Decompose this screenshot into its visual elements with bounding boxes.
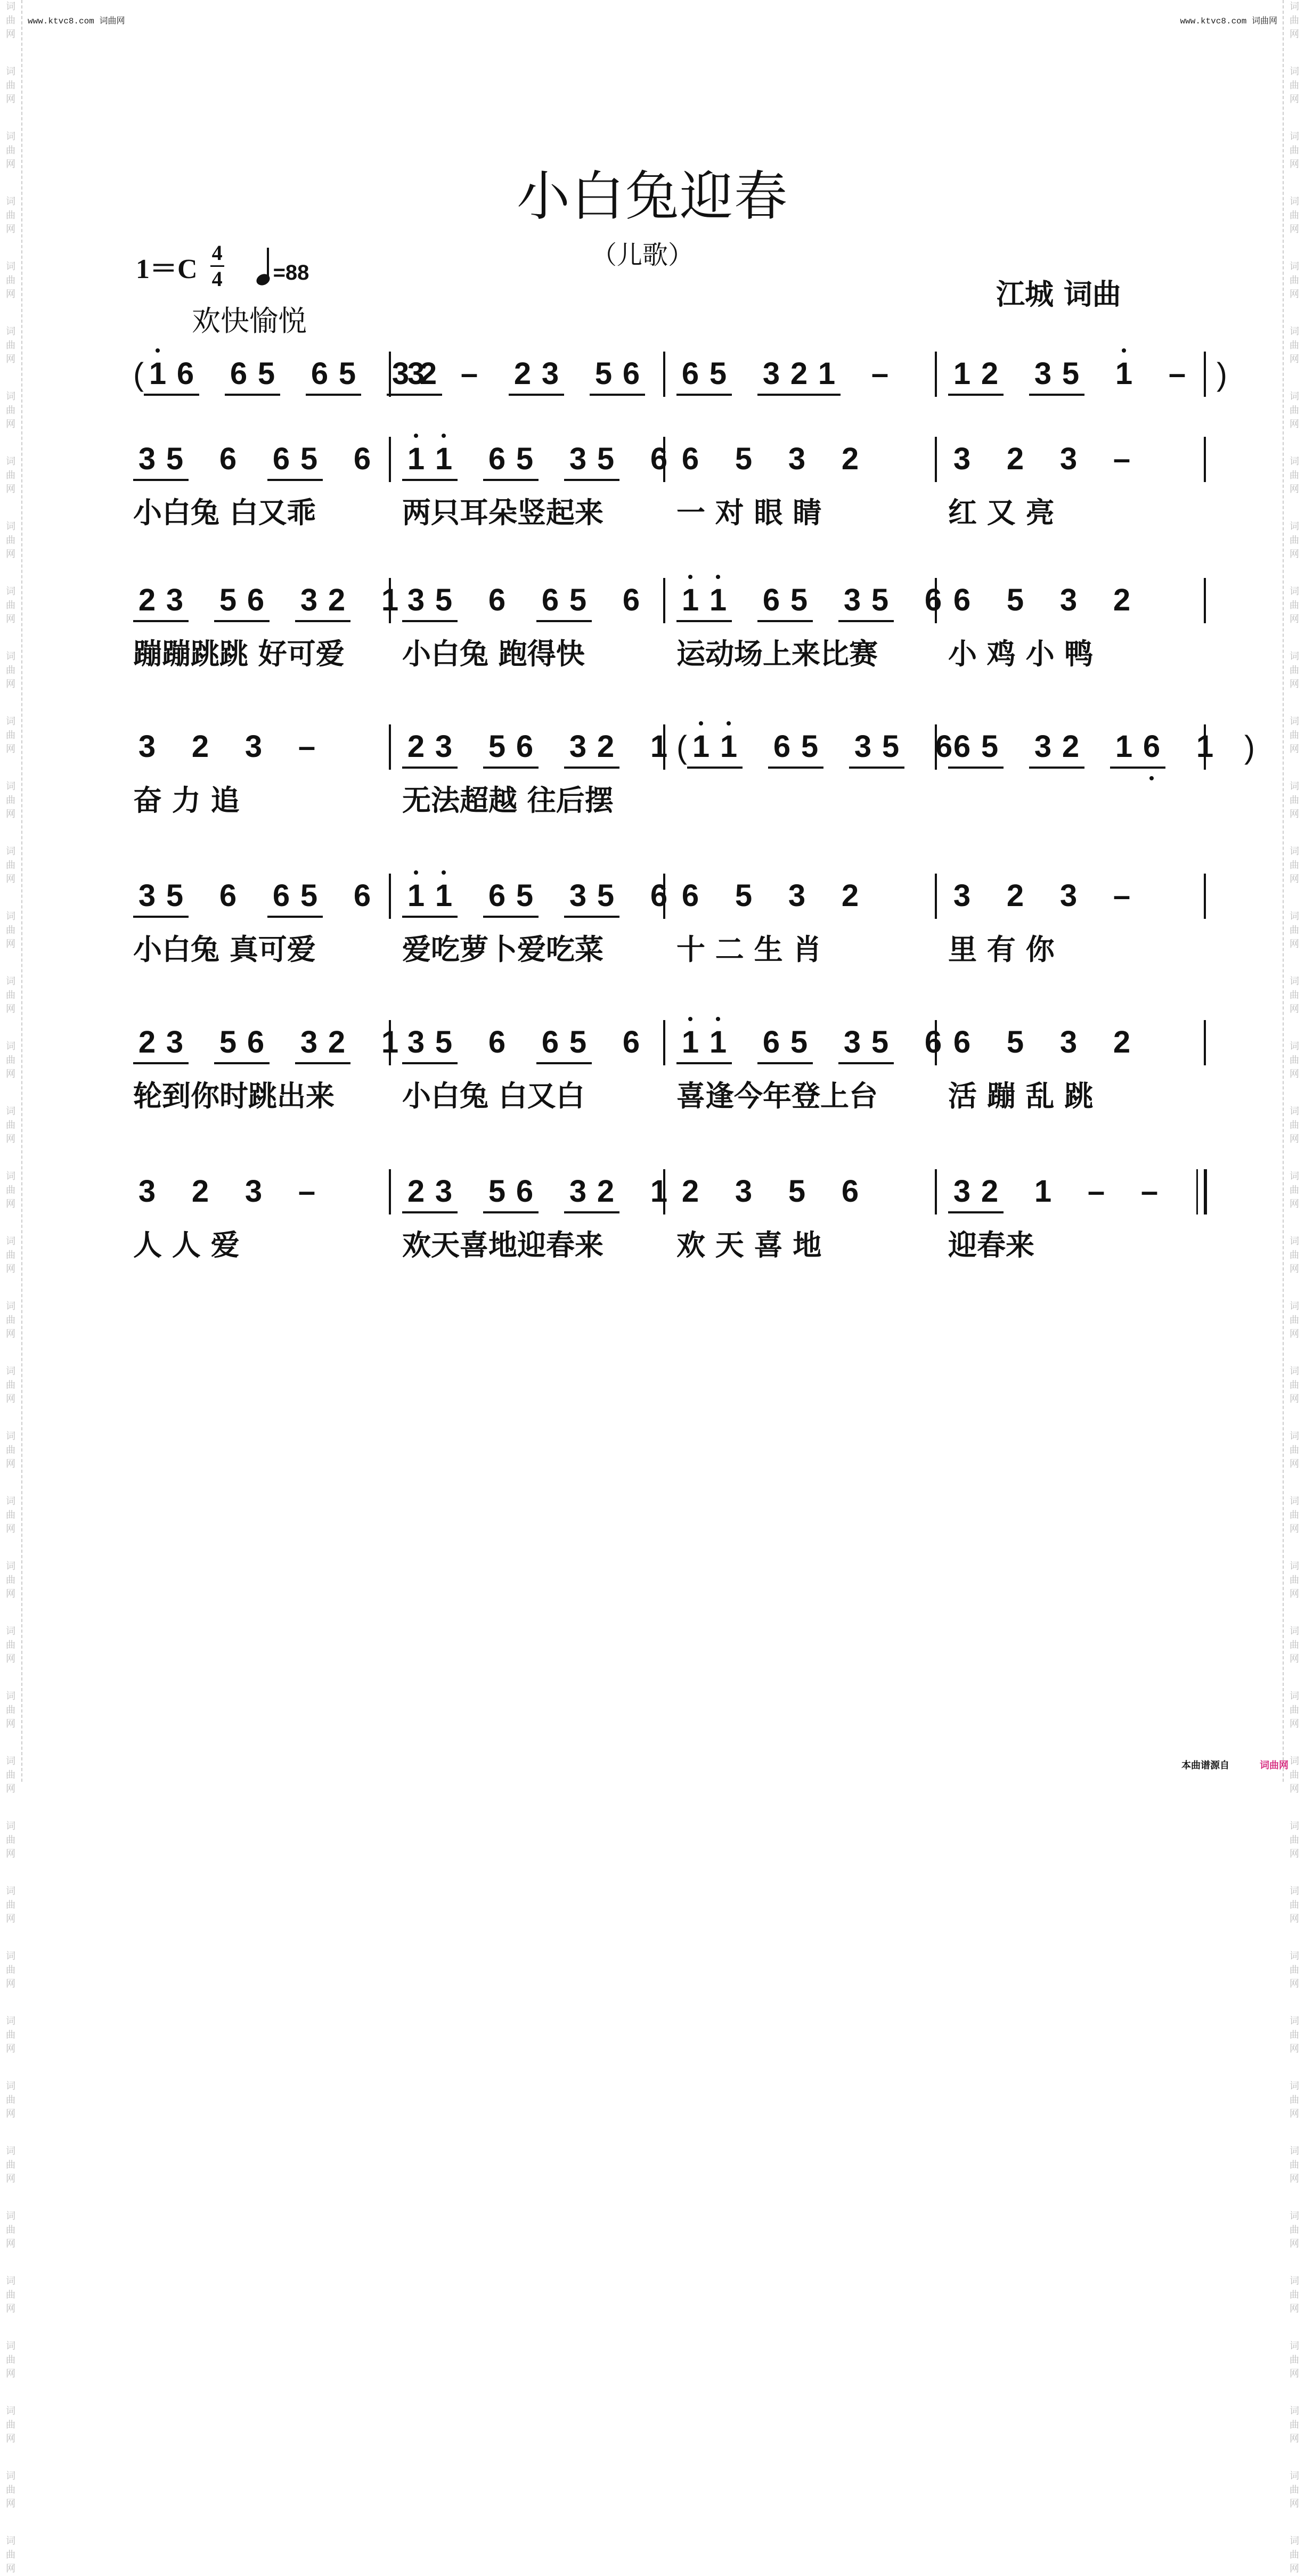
note: 1: [144, 356, 172, 392]
measure: [402, 356, 671, 396]
note: –: [1113, 442, 1131, 476]
note: 5: [597, 442, 615, 476]
lyric-phrase: 欢天喜地迎春来: [402, 1228, 603, 1262]
note: 2: [138, 1025, 156, 1059]
lyric-phrase: 十 二 生 肖: [676, 933, 822, 966]
notation-line: [123, 719, 1255, 778]
lyric-phrase: 轮到你时跳出来: [133, 1079, 335, 1113]
note: 5: [257, 356, 275, 391]
note: 1: [381, 1025, 399, 1059]
note: 3: [435, 1174, 453, 1209]
note: 1: [650, 729, 668, 764]
note: 3: [166, 583, 184, 617]
song-title: 小白兔迎春: [517, 165, 788, 227]
note: 6: [272, 442, 290, 476]
watermark-side-left: 词 曲 网 词 曲 网 词 曲 网 词 曲 网 词 曲 网 词 曲 网 词 曲 网 词 曲 网 词 曲 网 词 曲 网 词 曲 网 词 曲 网 词 曲 网 词 曲 网 词 曲 网 词 曲 网 词 曲 网 词 曲 网 词 曲 网 词 曲 网 词 曲 网 词 曲 网 词 曲 网 词 曲 网 词 曲 网 词 曲 网 词 曲 网 词 曲 网 词 曲 网 词 曲 网 词 曲 网 词 曲 网 词 曲 网 词 曲 网 词 曲 网 词 曲 网 词 曲 网 词 曲 网 词 曲 网 词 曲 网: [0, 0, 22, 1782]
note: 3: [735, 1174, 753, 1209]
author-credit: 江城 词曲: [996, 278, 1121, 311]
note: 5: [516, 442, 534, 476]
note: 3: [569, 442, 587, 476]
measure: [676, 356, 919, 396]
note: 2: [419, 356, 437, 391]
note: 3: [1059, 1025, 1078, 1059]
measure: [402, 1173, 698, 1213]
note: 2: [1113, 1025, 1131, 1059]
note: 6: [681, 356, 699, 391]
bar-line: [1204, 578, 1206, 623]
note: 5: [1006, 1025, 1024, 1059]
note: 3: [843, 1025, 861, 1059]
note: 2: [1006, 878, 1024, 913]
note: 3: [1034, 729, 1052, 764]
notation-line: [123, 868, 1209, 927]
note: 6: [541, 583, 559, 617]
tempo-marking: =88: [256, 248, 309, 285]
lyric-phrase: 小白兔 白又白: [402, 1079, 585, 1113]
notation-line: [123, 346, 1227, 405]
note: 5: [882, 729, 900, 764]
note: 2: [191, 729, 209, 764]
note: 6: [488, 1025, 506, 1059]
bar-line: [935, 352, 937, 397]
note: 5: [801, 729, 819, 764]
note: 2: [1062, 729, 1080, 764]
note: 2: [1006, 442, 1024, 476]
note: 5: [166, 878, 184, 913]
note: 5: [871, 1025, 889, 1059]
key-signature: 1＝C: [136, 254, 198, 284]
note: 1: [1115, 729, 1133, 764]
note: 5: [569, 583, 587, 617]
measure: [402, 878, 698, 918]
note: –: [871, 356, 889, 391]
note: 1: [430, 878, 458, 914]
measure: [948, 878, 1161, 914]
note: 3: [244, 1174, 263, 1209]
lyric-phrase: 迎春来: [948, 1228, 1034, 1262]
lyric-phrase: 小白兔 跑得快: [402, 637, 585, 671]
note: –: [1113, 878, 1131, 913]
measure: [402, 582, 671, 622]
mood-marking: 欢快愉悦: [192, 304, 307, 338]
note: 6: [219, 878, 237, 913]
note: 1: [1110, 356, 1138, 392]
note: 2: [790, 356, 808, 391]
lyric-phrase: 里 有 你: [948, 933, 1055, 966]
measure: [676, 1173, 890, 1209]
notation-line: [123, 573, 1209, 631]
bar-line: [389, 724, 391, 770]
note: 3: [569, 729, 587, 764]
note: 1: [953, 356, 971, 391]
measure: [133, 582, 429, 622]
notation-line: [123, 431, 1209, 490]
note: 5: [1062, 356, 1080, 391]
score-row: [123, 1164, 1209, 1265]
lyrics-line: [123, 631, 1209, 674]
measure: [402, 729, 698, 769]
note: 3: [166, 1025, 184, 1059]
note: 1: [704, 1024, 732, 1060]
note: 6: [311, 356, 329, 391]
measure: [133, 878, 402, 918]
note: 3: [138, 1174, 156, 1209]
lyric-phrase: 爱吃萝卜爱吃菜: [402, 933, 603, 966]
score-row: [123, 573, 1209, 674]
note: 3: [953, 1174, 971, 1209]
note: 6: [272, 878, 290, 913]
watermark-top-left: www.ktvc8.com 词曲网: [28, 17, 125, 26]
note: 6: [541, 1025, 559, 1059]
note: –: [1168, 356, 1186, 391]
note: 5: [435, 1025, 453, 1059]
note: 3: [407, 583, 425, 617]
lyrics-line: [123, 778, 1209, 820]
note: 3: [569, 878, 587, 913]
lyrics-line: [123, 1073, 1209, 1116]
measure: [676, 878, 890, 914]
quarter-note-icon: [256, 248, 270, 285]
note: 6: [488, 878, 506, 913]
measure: [948, 582, 1161, 618]
lyric-phrase: 两只耳朵竖起来: [402, 496, 603, 529]
note: 2: [407, 1174, 425, 1209]
note: 5: [790, 1025, 808, 1059]
measure: ( 1 1 6 5 3 5 6: [676, 729, 983, 769]
measure: [948, 441, 1161, 477]
note: 6: [924, 583, 942, 617]
note: 6: [488, 442, 506, 476]
lyric-phrase: 喜逢今年登上台: [676, 1079, 878, 1113]
watermark-side-right: 词 曲 网 词 曲 网 词 曲 网 词 曲 网 词 曲 网 词 曲 网 词 曲 网 词 曲 网 词 曲 网 词 曲 网 词 曲 网 词 曲 网 词 曲 网 词 曲 网 词 曲 网 词 曲 网 词 曲 网 词 曲 网 词 曲 网 词 曲 网 词 曲 网 词 曲 网 词 曲 网 词 曲 网 词 曲 网 词 曲 网 词 曲 网 词 曲 网 词 曲 网 词 曲 网 词 曲 网 词 曲 网 词 曲 网 词 曲 网 词 曲 网 词 曲 网 词 曲 网 词 曲 网 词 曲 网 词 曲 网: [1283, 0, 1305, 1782]
score-row: [123, 431, 1209, 533]
note: 2: [597, 1174, 615, 1209]
note: 5: [488, 729, 506, 764]
note: 5: [435, 583, 453, 617]
note: 5: [709, 356, 727, 391]
note: –: [1140, 1174, 1159, 1209]
lyric-phrase: 小白兔 真可爱: [133, 933, 316, 966]
note: 1: [1034, 1174, 1052, 1209]
measure: 6 5 3 2 1 6 1 ): [948, 729, 1255, 769]
note: 2: [328, 1025, 346, 1059]
note: 2: [328, 583, 346, 617]
note: 2: [138, 583, 156, 617]
note: 2: [681, 1174, 699, 1209]
note: 6: [622, 356, 640, 391]
note: 5: [871, 583, 889, 617]
lyrics-line: [123, 927, 1209, 969]
note: 3: [300, 583, 318, 617]
watermark-top-right: www.ktvc8.com 词曲网: [1180, 17, 1277, 26]
bar-line: [1204, 874, 1206, 919]
measure: [676, 1024, 973, 1064]
measure: 1 2 3 5 1 – ): [948, 356, 1227, 396]
final-bar-line: [1196, 1169, 1198, 1214]
note: 1: [704, 582, 732, 618]
note: 3: [1034, 356, 1052, 391]
note: 1: [818, 356, 836, 391]
note: 3: [407, 356, 425, 391]
note: –: [460, 356, 478, 391]
note: 6: [247, 1025, 265, 1059]
note: 6: [1138, 729, 1165, 764]
notation-line: [123, 1164, 1209, 1222]
score-row: [123, 868, 1209, 969]
bar-line: [935, 437, 937, 482]
note: 5: [300, 442, 318, 476]
note: 6: [935, 729, 953, 764]
note: 1: [715, 729, 743, 764]
note: 6: [924, 1025, 942, 1059]
note: 2: [407, 729, 425, 764]
lyrics-line: [123, 490, 1209, 533]
note: 6: [841, 1174, 859, 1209]
note: 3: [788, 878, 806, 913]
note: 1: [676, 1024, 704, 1060]
note: 5: [1006, 583, 1024, 617]
note: 6: [773, 729, 791, 764]
note: 3: [138, 442, 156, 476]
note: 3: [953, 878, 971, 913]
key-and-tempo: [136, 242, 309, 290]
note: 3: [138, 729, 156, 764]
lyrics-line: [123, 1222, 1209, 1265]
note: 6: [230, 356, 248, 391]
note: 5: [790, 583, 808, 617]
note: 2: [597, 729, 615, 764]
lyric-phrase: 奋 力 追: [133, 784, 240, 817]
measure: [676, 441, 890, 477]
note: 5: [981, 729, 999, 764]
lyric-phrase: 运动场上来比赛: [676, 637, 878, 671]
note: 5: [788, 1174, 806, 1209]
note: 6: [622, 583, 640, 617]
note: 2: [513, 356, 532, 391]
measure: [133, 729, 346, 764]
note: 3: [300, 1025, 318, 1059]
note: 2: [981, 356, 999, 391]
note: 6: [353, 878, 371, 913]
note: 6: [516, 1174, 534, 1209]
note: 5: [166, 442, 184, 476]
note: 6: [219, 442, 237, 476]
measure: [133, 1173, 346, 1209]
bar-line: [389, 1169, 391, 1214]
measure: [948, 1024, 1161, 1060]
note: 2: [841, 442, 859, 476]
bar-line: [1204, 1169, 1207, 1214]
note: 3: [788, 442, 806, 476]
note: 3: [244, 729, 263, 764]
note: 1: [430, 441, 458, 477]
note: 6: [953, 1025, 971, 1059]
note: 3: [762, 356, 780, 391]
note: 6: [650, 878, 668, 913]
note: 6: [353, 442, 371, 476]
score-row: [123, 719, 1255, 820]
note: 6: [681, 442, 699, 476]
note: 3: [138, 878, 156, 913]
measure: [948, 1173, 1189, 1213]
note: 5: [300, 878, 318, 913]
note: 6: [516, 729, 534, 764]
note: 1: [402, 878, 430, 914]
lyric-phrase: 小 鸡 小 鸭: [948, 637, 1094, 671]
note: 2: [191, 1174, 209, 1209]
footer-source: 本曲谱源自: [1181, 1760, 1229, 1771]
note: 5: [594, 356, 613, 391]
note: 6: [176, 356, 194, 391]
note: 2: [981, 1174, 999, 1209]
note: 6: [762, 583, 780, 617]
note: 6: [247, 583, 265, 617]
bar-line: [1204, 437, 1206, 482]
note: 6: [953, 729, 971, 764]
note: 3: [1059, 442, 1078, 476]
measure: ( 1 6 6 5 6 5 3 2: [133, 356, 468, 396]
time-signature: $\frac{4}{4}$: [210, 242, 224, 290]
note: 6: [762, 1025, 780, 1059]
note: 3: [391, 356, 410, 391]
note: 3: [435, 729, 453, 764]
lyric-phrase: 小白兔 白又乖: [133, 496, 316, 529]
score-row: [123, 1015, 1209, 1116]
note: 3: [541, 356, 559, 391]
genre-label: （儿歌）: [591, 240, 694, 270]
lyric-phrase: 活 蹦 乱 跳: [948, 1079, 1094, 1113]
lyric-phrase: 一 对 眼 睛: [676, 496, 822, 529]
note: 1: [676, 582, 704, 618]
note: 5: [516, 878, 534, 913]
note: –: [1087, 1174, 1105, 1209]
note: 1: [1196, 729, 1214, 764]
note: 2: [841, 878, 859, 913]
measure: [133, 1024, 429, 1064]
note: 5: [735, 878, 753, 913]
lyric-phrase: 欢 天 喜 地: [676, 1228, 822, 1262]
note: 3: [569, 1174, 587, 1209]
note: 5: [735, 442, 753, 476]
note: 2: [1113, 583, 1131, 617]
note: 5: [569, 1025, 587, 1059]
lyric-phrase: 蹦蹦跳跳 好可爱: [133, 637, 345, 671]
note: 5: [338, 356, 356, 391]
note: 5: [219, 1025, 237, 1059]
note: 6: [650, 442, 668, 476]
note: 1: [687, 729, 715, 764]
note: 1: [402, 441, 430, 477]
note: 5: [219, 583, 237, 617]
measure: [402, 441, 698, 481]
note: 1: [381, 583, 399, 617]
note: 3: [854, 729, 872, 764]
bar-line: [935, 1169, 937, 1214]
note: 6: [488, 583, 506, 617]
measure: [402, 1024, 671, 1064]
note: 6: [953, 583, 971, 617]
note: 6: [622, 1025, 640, 1059]
measure: [676, 582, 973, 622]
measure: [133, 441, 402, 481]
note: 5: [597, 878, 615, 913]
bar-line: [935, 874, 937, 919]
bar-line: [1204, 1020, 1206, 1065]
note: –: [298, 1174, 316, 1209]
note: 3: [407, 1025, 425, 1059]
lyric-phrase: 人 人 爱: [133, 1228, 240, 1262]
note: 3: [1059, 583, 1078, 617]
note: 5: [488, 1174, 506, 1209]
note: –: [298, 729, 316, 764]
note: 3: [1059, 878, 1078, 913]
note: 6: [681, 878, 699, 913]
note: 1: [650, 1174, 668, 1209]
note: 3: [953, 442, 971, 476]
lyric-phrase: 红 又 亮: [948, 496, 1055, 529]
footer-brand: 词曲网: [1260, 1760, 1288, 1771]
lyric-phrase: 无法超越 往后摆: [402, 784, 614, 817]
note: 3: [843, 583, 861, 617]
notation-line: [123, 1015, 1209, 1073]
